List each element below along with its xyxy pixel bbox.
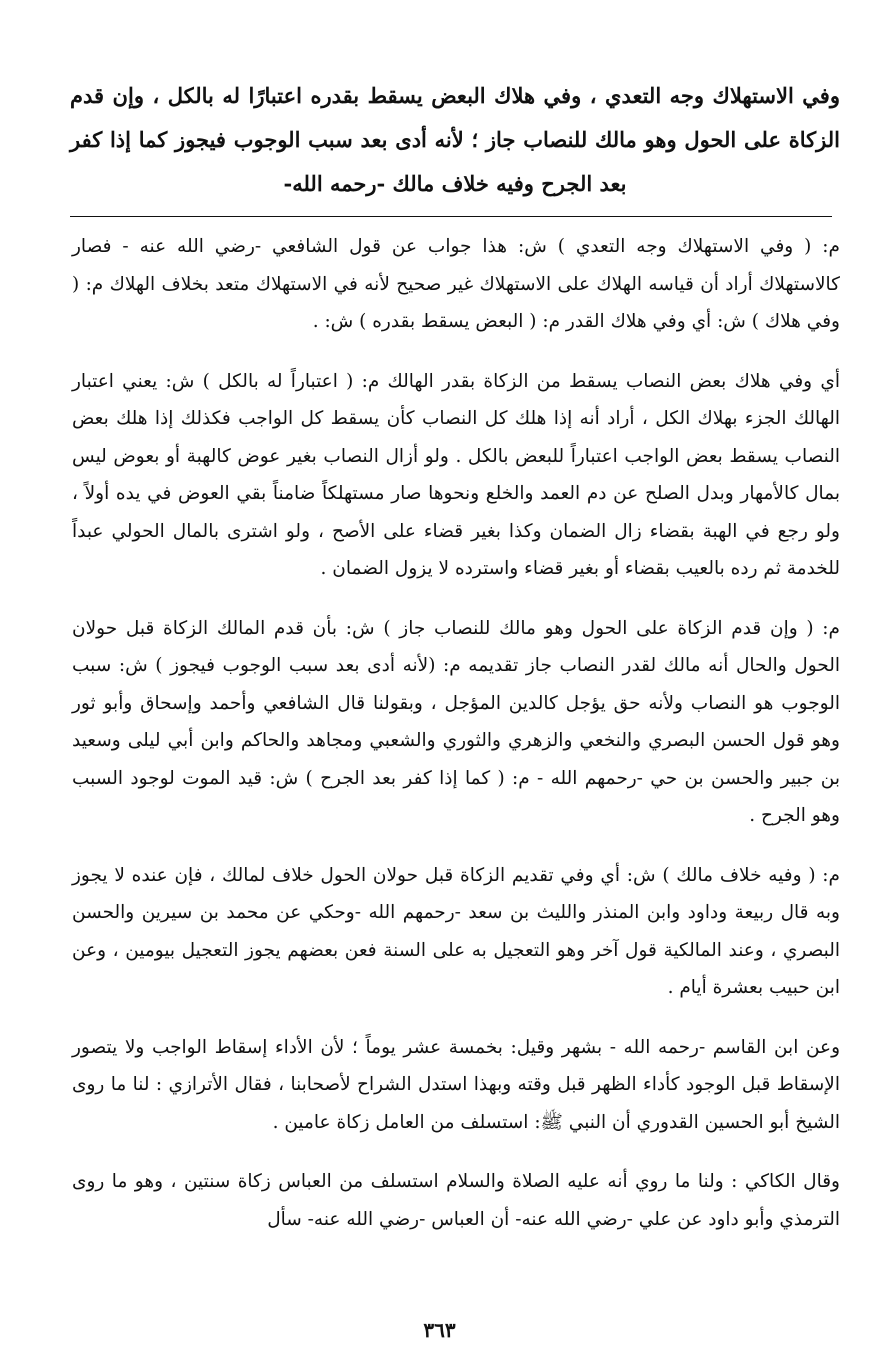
commentary-section	[72, 228, 840, 1260]
text-divider	[70, 216, 832, 217]
page-number: ٣٦٣	[423, 1318, 456, 1342]
commentary-paragraph: م: ( وفي الاستهلاك وجه التعدي ) ش: هذا جواب عن قول الشافعي -رضي الله عنه - فصار كالاستهلاك أراد أن قياسه الهلاك على الاستهلاك غير صحيح لأنه في الاستهلاك متعد بخلاف الهلاك م: ( وفي هلاك ) ش: أي وفي هلاك القدر م: ( البعض يسقط بقدره ) ش: .	[72, 236, 840, 332]
main-text: وفي الاستهلاك وجه التعدي ، وفي هلاك البعض يسقط بقدره اعتبارًا له بالكل ، وإن قدم الزكاة على الحول وهو مالك للنصاب جاز ؛ لأنه أدى بعد سبب الوجوب فيجوز كما إذا كفر بعد الجرح وفيه خلاف مالك -رحمه الله-	[70, 83, 840, 196]
commentary-paragraph: م: ( وإن قدم الزكاة على الحول وهو مالك للنصاب جاز ) ش: بأن قدم المالك الزكاة قبل حولان الحول والحال أنه مالك لقدر النصاب جاز تقديمه م: (لأنه أدى بعد سبب الوجوب فيجوز ) ش: سبب الوجوب هو النصاب ولأنه حق يؤجل كالدين المؤجل ، وبقولنا قال الشافعي وأحمد وإسحاق وأبو ثور وهو قول الحسن البصري والنخعي والزهري والثوري والشعبي ومجاهد والحاكم وابن أبي ليلى وسعيد بن جبير والحسن بن حي -رحمهم الله - م: ( كما إذا كفر بعد الجرح ) ش: قيد الموت لوجود السبب وهو الجرح .	[72, 617, 840, 826]
commentary-paragraph: وعن ابن القاسم -رحمه الله - بشهر وقيل: بخمسة عشر يوماً ؛ لأن الأداء إسقاط الواجب ولا يتصور الإسقاط قبل الوجود كأداء الظهر قبل وقته وبهذا استدل الشراح لأصحابنا ، فقال الأترازي : لنا ما روى الشيخ أبو الحسين القدوري أن النبي ﷺ: استسلف من العامل زكاة عامين .	[72, 1036, 841, 1133]
commentary-paragraph: م: ( وفيه خلاف مالك ) ش: أي وفي تقديم الزكاة قبل حولان الحول خلاف لمالك ، فإن عنده لا يجوز وبه قال ربيعة وداود وابن المنذر والليث بن سعد -رحمهم الله -وحكي عن محمد بن سيرين والحسن البصري ، وعند المالكية قول آخر وهو التعجيل به على السنة فعن بعضهم يجوز التعجيل بيومين ، وعن ابن حبيب بعشرة أيام .	[72, 864, 840, 998]
commentary-paragraph: وقال الكاكي : ولنا ما روي أنه عليه الصلاة والسلام استسلف من العباس زكاة سنتين ، وهو ما روى الترمذي وأبو داود عن علي -رضي الله عنه- أن العباس -رضي الله عنه- سأل	[72, 1171, 840, 1230]
commentary-paragraph: أي وفي هلاك بعض النصاب يسقط من الزكاة بقدر الهالك م: ( اعتباراً له بالكل ) ش: يعني اعتبار الهالك الجزء بهلاك الكل ، أراد أنه إذا هلك كل النصاب كأن يسقط كل الواجب فكذلك إذا هلك بعض النصاب يسقط بعض الواجب اعتباراً للبعض بالكل . ولو أزال النصاب بغير عوض كالهبة أو بعوض ليس بمال كالأمهار وبدل الصلح عن دم العمد والخلع ونحوها صار مستهلكاً ضامناً بقي العوض في يده أولاً ، ولو رجع في الهبة بقضاء زال الضمان وكذا بغير قضاء على الأصح ، ولو اشترى بالمال الحولي عبداً للخدمة ثم رده بالعيب بقضاء أو بغير قضاء واسترده لا يزول الضمان .	[72, 370, 840, 579]
